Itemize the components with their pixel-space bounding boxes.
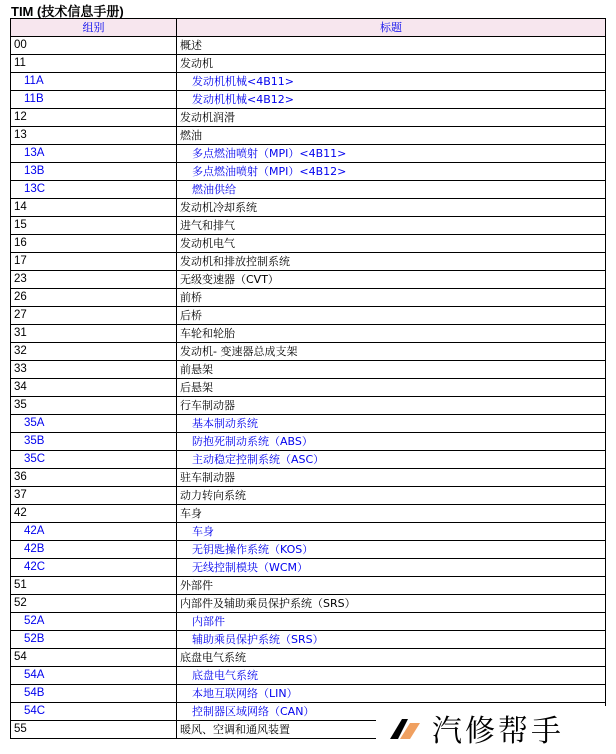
group-cell: 11 [11, 55, 177, 73]
group-cell: 54B [11, 685, 177, 703]
group-cell: 27 [11, 307, 177, 325]
table-row [11, 145, 606, 163]
title-cell[interactable]: 基本制动系统 [177, 415, 606, 433]
title-cell[interactable]: 多点燃油喷射（MPI）<4B12> [177, 163, 606, 181]
table-row [11, 361, 606, 379]
group-cell: 52A [11, 613, 177, 631]
group-cell: 16 [11, 235, 177, 253]
group-cell: 42B [11, 541, 177, 559]
table-row [11, 37, 606, 55]
table-row [11, 685, 606, 703]
title-cell[interactable]: 无线控制模块（WCM） [177, 559, 606, 577]
table-row [11, 649, 606, 667]
index-table [10, 18, 606, 739]
table-row [11, 523, 606, 541]
title-cell: 外部件 [177, 577, 606, 595]
group-cell: 42C [11, 559, 177, 577]
table-row [11, 73, 606, 91]
group-cell: 54 [11, 649, 177, 667]
title-cell[interactable]: 内部件 [177, 613, 606, 631]
table-row [11, 505, 606, 523]
table-row [11, 631, 606, 649]
group-cell: 37 [11, 487, 177, 505]
title-cell[interactable]: 无钥匙操作系统（KOS） [177, 541, 606, 559]
title-cell[interactable]: 底盘电气系统 [177, 667, 606, 685]
title-cell[interactable]: 多点燃油喷射（MPI）<4B11> [177, 145, 606, 163]
title-cell: 驻车制动器 [177, 469, 606, 487]
title-cell: 发动机和排放控制系统 [177, 253, 606, 271]
title-cell: 概述 [177, 37, 606, 55]
table-row [11, 559, 606, 577]
group-cell: 13C [11, 181, 177, 199]
table-row [11, 199, 606, 217]
title-cell: 后悬架 [177, 379, 606, 397]
title-cell: 发动机冷却系统 [177, 199, 606, 217]
table-row [11, 433, 606, 451]
title-cell: 发动机- 变速器总成支架 [177, 343, 606, 361]
table-row [11, 667, 606, 685]
group-cell: 33 [11, 361, 177, 379]
table-row [11, 451, 606, 469]
table-row [11, 91, 606, 109]
table-row [11, 415, 606, 433]
title-cell: 前悬架 [177, 361, 606, 379]
title-cell: 车身 [177, 505, 606, 523]
group-cell: 17 [11, 253, 177, 271]
column-header-group: 组别 [11, 19, 177, 37]
group-cell: 26 [11, 289, 177, 307]
group-cell: 52B [11, 631, 177, 649]
group-cell: 35B [11, 433, 177, 451]
table-row [11, 163, 606, 181]
document-title: TIM (技术信息手册) [11, 4, 124, 19]
watermark [376, 706, 616, 750]
group-cell: 34 [11, 379, 177, 397]
group-cell: 54A [11, 667, 177, 685]
group-cell: 23 [11, 271, 177, 289]
title-cell: 无级变速器（CVT） [177, 271, 606, 289]
watermark-text: 汽修帮手 [432, 714, 564, 749]
group-cell: 11B [11, 91, 177, 109]
group-cell: 35 [11, 397, 177, 415]
table-row [11, 127, 606, 145]
table-row [11, 253, 606, 271]
group-cell: 42A [11, 523, 177, 541]
table-row [11, 577, 606, 595]
title-cell: 发动机润滑 [177, 109, 606, 127]
title-cell: 后桥 [177, 307, 606, 325]
table-row [11, 343, 606, 361]
title-cell[interactable]: 车身 [177, 523, 606, 541]
table-row [11, 307, 606, 325]
column-header-title: 标题 [177, 19, 606, 37]
title-cell: 进气和排气 [177, 217, 606, 235]
table-row [11, 397, 606, 415]
table-row [11, 541, 606, 559]
group-cell: 12 [11, 109, 177, 127]
group-cell: 55 [11, 721, 177, 739]
title-cell[interactable]: 防抱死制动系统（ABS） [177, 433, 606, 451]
table-row [11, 55, 606, 73]
group-cell: 13A [11, 145, 177, 163]
title-cell[interactable]: 辅助乘员保护系统（SRS） [177, 631, 606, 649]
group-cell: 35C [11, 451, 177, 469]
group-cell: 31 [11, 325, 177, 343]
table-row [11, 613, 606, 631]
group-cell: 13 [11, 127, 177, 145]
title-cell[interactable]: 发动机机械<4B12> [177, 91, 606, 109]
title-cell[interactable]: 燃油供给 [177, 181, 606, 199]
title-cell: 暖风、空调和通风装置 [177, 721, 606, 739]
title-cell: 内部件及辅助乘员保护系统（SRS） [177, 595, 606, 613]
title-cell: 行车制动器 [177, 397, 606, 415]
group-cell: 42 [11, 505, 177, 523]
title-cell: 发动机 [177, 55, 606, 73]
table-row [11, 379, 606, 397]
table-row [11, 595, 606, 613]
title-cell: 前桥 [177, 289, 606, 307]
group-cell: 36 [11, 469, 177, 487]
table-row [11, 109, 606, 127]
group-cell: 54C [11, 703, 177, 721]
title-cell: 发动机电气 [177, 235, 606, 253]
title-cell[interactable]: 本地互联网络（LIN） [177, 685, 606, 703]
title-cell[interactable]: 发动机机械<4B11> [177, 73, 606, 91]
table-row [11, 469, 606, 487]
title-cell: 燃油 [177, 127, 606, 145]
table-row [11, 235, 606, 253]
group-cell: 14 [11, 199, 177, 217]
table-row [11, 181, 606, 199]
table-row [11, 289, 606, 307]
logo-icon [388, 715, 422, 741]
group-cell: 32 [11, 343, 177, 361]
table-row [11, 271, 606, 289]
table-row [11, 487, 606, 505]
title-cell: 车轮和轮胎 [177, 325, 606, 343]
group-cell: 35A [11, 415, 177, 433]
group-cell: 13B [11, 163, 177, 181]
title-cell: 动力转向系统 [177, 487, 606, 505]
title-cell: 底盘电气系统 [177, 649, 606, 667]
group-cell: 11A [11, 73, 177, 91]
table-header-row [11, 19, 606, 37]
table-row [11, 325, 606, 343]
group-cell: 52 [11, 595, 177, 613]
group-cell: 15 [11, 217, 177, 235]
title-cell[interactable]: 控制器区域网络（CAN） [177, 703, 606, 721]
title-cell[interactable]: 主动稳定控制系统（ASC） [177, 451, 606, 469]
group-cell: 51 [11, 577, 177, 595]
group-cell: 00 [11, 37, 177, 55]
table-row [11, 217, 606, 235]
